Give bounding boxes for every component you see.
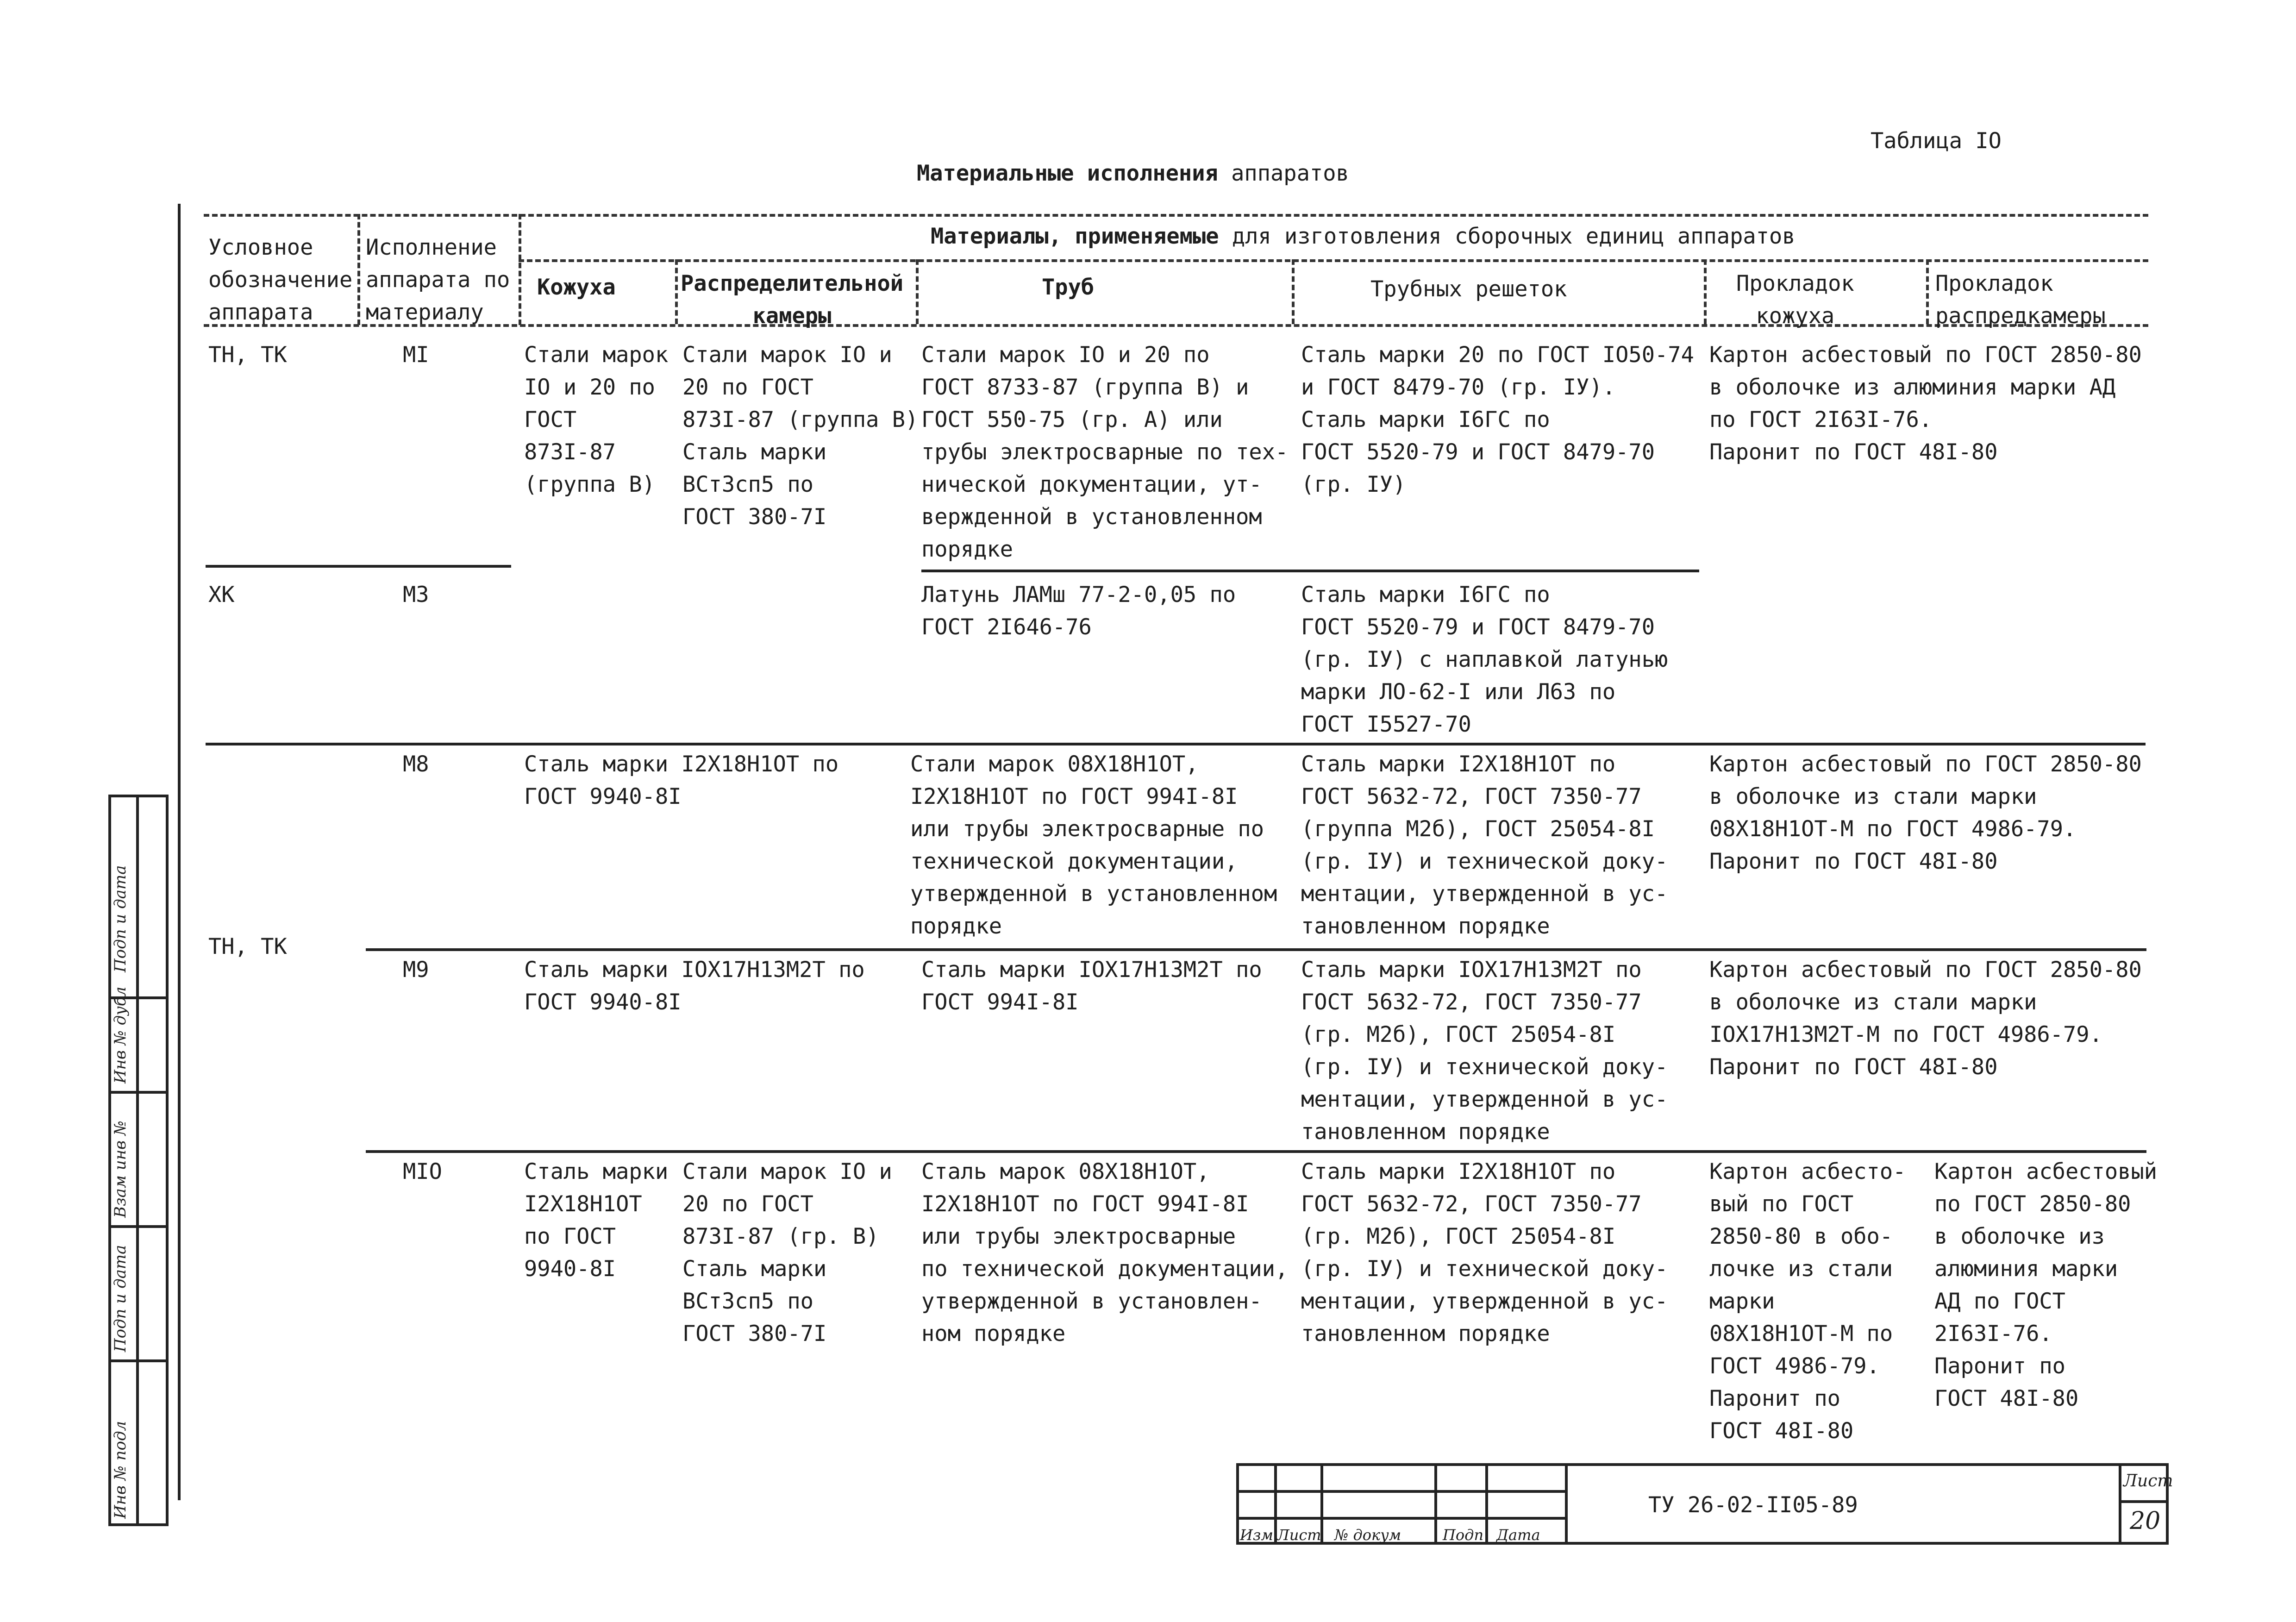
side-label-inv-podl: Инв № подл <box>111 1421 130 1519</box>
table-top-border <box>204 214 2148 217</box>
row5-kozhukh: Сталь марки I2Х18Н1ОТ по ГОСТ 9940-8I <box>524 1159 669 1282</box>
row1-reshetok: Сталь марки 20 по ГОСТ IO50-74 и ГОСТ 8479-70 (гр. IУ). Сталь марки I6ГС по ГОСТ 5520-79 и ГОСТ 8479-70 (гр. IУ) <box>1301 342 1694 497</box>
table-title-rest: аппаратов <box>1218 161 1349 186</box>
row1-raspr: Стали марок IO и 20 по ГОСТ 873I-87 (группа В) Сталь марки ВСт3сп5 по ГОСТ 380-7I <box>682 342 919 530</box>
row3-sep <box>366 948 2146 951</box>
row4-execution: М9 <box>403 957 429 983</box>
header-materials: Материалы, применяемые для изготовления сборочных единиц аппаратов <box>931 224 1796 249</box>
header-sep-7 <box>1926 259 1929 324</box>
row1-execution: MI <box>403 342 429 368</box>
row3-trub: Стали марок 08Х18Н1ОТ, I2Х18Н1ОТ по ГОСТ 994I-8I или трубы электросварные по технической документации, утвержденной в установленном порядке <box>910 752 1277 939</box>
stamp-col-data: Дата <box>1496 1526 1540 1544</box>
row3-reshetok: Сталь марки I2Х18Н1ОТ по ГОСТ 5632-72, ГОСТ 7350-77 (группа М2б), ГОСТ 25054-8I (гр. IУ) и технической доку- ментации, утвержденной в ус- тановленном порядке <box>1301 752 1668 939</box>
stamp-col-dokum: № докум <box>1334 1526 1401 1544</box>
header-col1: Условное обозначение аппарата <box>208 235 353 325</box>
row5-raspr: Стали марок IO и 20 по ГОСТ 873I-87 (гр. В) Сталь марки ВСт3сп5 по ГОСТ 380-7I <box>682 1159 892 1346</box>
row4-sep <box>366 1150 2146 1153</box>
row5-execution: МIО <box>403 1159 442 1184</box>
header-sep-3 <box>675 259 678 324</box>
row2-sep <box>206 743 2146 745</box>
side-label-podp-data-1: Подп и дата <box>111 865 130 972</box>
sheet-label: Лист <box>2123 1472 2173 1490</box>
header-col2: Исполнение аппарата по материалу <box>366 235 510 325</box>
side-label-podp-data-2: Подп и дата <box>111 1245 130 1352</box>
row2-trub: Латунь ЛАМш 77-2-0,05 по ГОСТ 2I646-76 <box>921 582 1236 640</box>
row3-execution: М8 <box>403 752 429 777</box>
row1-designation: ТН, ТК <box>208 342 287 368</box>
row3-kozhukh-raspr: Сталь марки I2Х18Н1ОТ по ГОСТ 9940-8I <box>524 752 839 809</box>
row4-kozhukh-raspr: Сталь марки IОХ17Н13М2Т по ГОСТ 9940-8I <box>524 957 865 1015</box>
stamp-col-izm: Изм <box>1240 1526 1273 1544</box>
header-prokl-kozh: Прокладок кожуха <box>1736 271 1854 329</box>
row3-designation: ТН, ТК <box>208 934 287 959</box>
header-trubnyh: Трубных решеток <box>1370 276 1567 302</box>
row4-reshetok: Сталь марки IОХ17Н13М2Т по ГОСТ 5632-72, ГОСТ 7350-77 (гр. М2б), ГОСТ 25054-8I (гр. IУ) и технической доку- ментации, утвержденной в ус- тановленном порядке <box>1301 957 1668 1145</box>
table-title <box>917 157 1349 190</box>
header-sep-6 <box>1704 259 1707 324</box>
header-trub: Труб <box>1042 275 1095 300</box>
header-sep-4 <box>916 259 919 324</box>
table-left-border <box>178 204 181 1500</box>
row5-trub: Сталь марок 08Х18Н1ОТ, I2Х18Н1ОТ по ГОСТ 994I-8I или трубы электросварные по технической документации, утвержденной в установлен- ном порядке <box>921 1159 1289 1346</box>
row1-kozhukh: Стали марок IO и 20 по ГОСТ 873I-87 (группа В) <box>524 342 669 497</box>
side-label-inv-dubl: Инв № дубл <box>111 986 130 1083</box>
header-prokl-raspr: Прокладок распредкамеры <box>1935 271 2106 329</box>
stamp-col-list: Лист <box>1277 1526 1321 1544</box>
doc-number: ТУ 26-02-II05-89 <box>1648 1492 1858 1518</box>
table-title-bold: Материальные исполнения <box>917 161 1218 186</box>
row5-prokl-raspr: Картон асбестовый по ГОСТ 2850-80 в оболочке из алюминия марки АД по ГОСТ 2I63I-76. Паронит по ГОСТ 48I-80 <box>1934 1159 2158 1411</box>
table-label: Таблица IO <box>1871 128 2002 154</box>
header-raspr: Распределительной камеры <box>681 271 904 329</box>
row4-trub: Сталь марки IОХ17Н13М2Т по ГОСТ 994I-8I <box>921 957 1262 1015</box>
row1-trub: Стали марок IO и 20 по ГОСТ 8733-87 (группа В) и ГОСТ 550-75 (гр. А) или трубы электросварные по тех- нической документации, ут- вержденной в установленном порядке <box>921 342 1289 562</box>
row5-reshetok: Сталь марки I2Х18Н1ОТ по ГОСТ 5632-72, ГОСТ 7350-77 (гр. М2б), ГОСТ 25054-8I (гр. IУ) и технической доку- ментации, утвержденной в ус- тановленном порядке <box>1301 1159 1668 1346</box>
row5-prokl-kozh: Картон асбесто- вый по ГОСТ 2850-80 в обо- лочке из стали марки 08Х18Н1ОТ-М по ГОСТ 4986-79. Паронит по ГОСТ 48I-80 <box>1709 1159 1906 1444</box>
subheader-line <box>519 259 2148 262</box>
row2-designation: ХК <box>208 582 235 607</box>
row2-reshetok: Сталь марки I6ГС по ГОСТ 5520-79 и ГОСТ 8479-70 (гр. IУ) с наплавкой латунью марки ЛО-62-I или Л63 по ГОСТ I5527-70 <box>1301 582 1668 737</box>
stamp-col-podp: Подп <box>1443 1526 1484 1544</box>
row3-prokladki: Картон асбестовый по ГОСТ 2850-80 в оболочке из стали марки 08Х18Н1ОТ-М по ГОСТ 4986-79. Паронит по ГОСТ 48I-80 <box>1709 752 2142 874</box>
header-kozhukh: Кожуха <box>537 275 616 300</box>
header-sep-1 <box>357 214 360 325</box>
row1-sep-left <box>206 565 511 568</box>
sheet-number: 20 <box>2130 1507 2161 1535</box>
row4-prokladki: Картон асбестовый по ГОСТ 2850-80 в оболочке из стали марки IОХ17Н13М2Т-М по ГОСТ 4986-79. Паронит по ГОСТ 48I-80 <box>1709 957 2142 1080</box>
side-label-vzam-inv: Взам инв № <box>111 1121 130 1218</box>
row1-prokladki: Картон асбестовый по ГОСТ 2850-80 в оболочке из алюминия марки АД по ГОСТ 2I63I-76. Паронит по ГОСТ 48I-80 <box>1709 342 2142 465</box>
header-sep-5 <box>1292 259 1295 324</box>
header-sep-2 <box>519 214 521 325</box>
row1-sep-right <box>921 570 1699 572</box>
row2-execution: М3 <box>403 582 429 607</box>
